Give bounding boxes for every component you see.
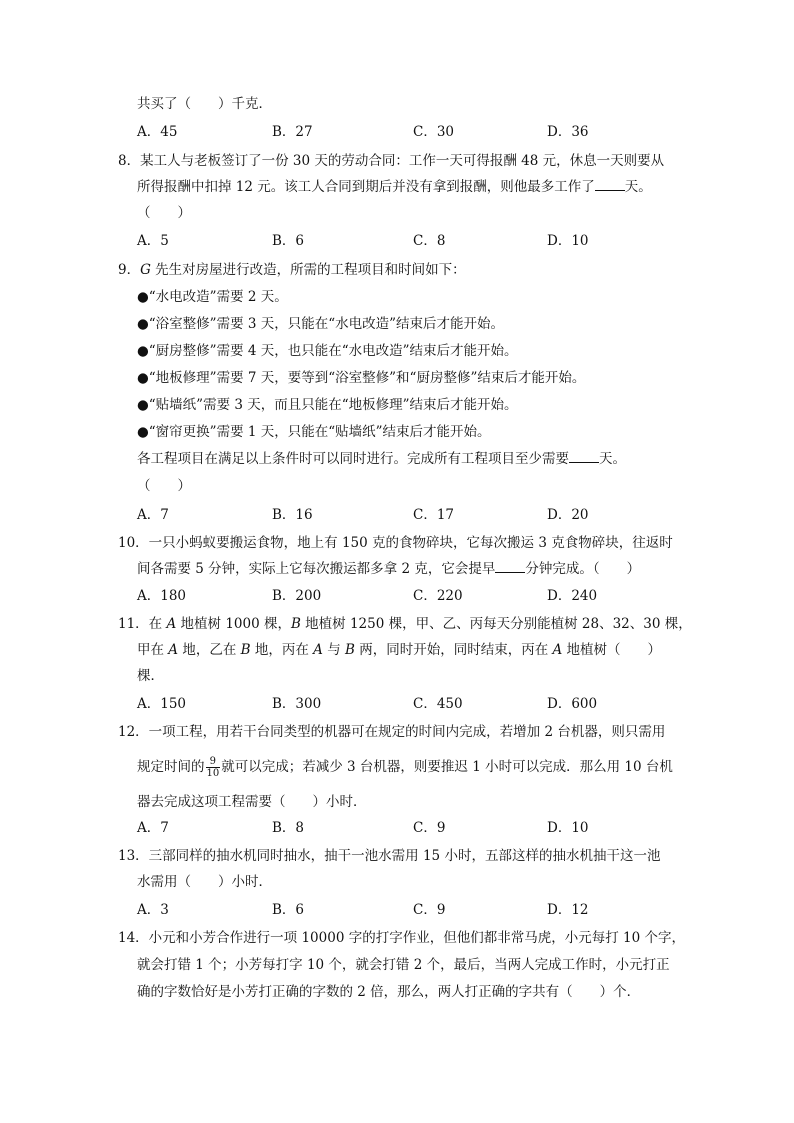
q11-option-c[interactable]: C．450 <box>413 696 463 712</box>
q9-bullet-6: ●“窗帘更换”需要 1 天，只能在“贴墙纸”结束后才能开始。 <box>137 424 491 440</box>
q11-text-c: 地植树 1250 棵，甲、乙、丙每天分别能植树 28、32、30 棵， <box>300 616 692 632</box>
q11-option-a[interactable]: A．150 <box>137 696 187 712</box>
q13-option-d[interactable]: D．12 <box>547 902 589 918</box>
q14-line-1: 14．小元和小芳合作进行一项 10000 字的打字作业，但他们都非常马虎，小元每打 10 个字， <box>118 930 685 946</box>
q12-option-c[interactable]: C．9 <box>413 820 446 836</box>
q13-option-a[interactable]: A．3 <box>137 902 169 918</box>
q7-continuation: 共买了（ ）千克． <box>137 96 272 112</box>
q8-line-2 <box>137 177 652 197</box>
q9-option-a[interactable]: A．7 <box>137 507 169 523</box>
q9-answer-parens: （ ） <box>137 478 191 494</box>
q12-option-a[interactable]: A．7 <box>137 820 169 836</box>
q9-tail-end: 天。 <box>599 451 626 467</box>
q9-line-1 <box>118 260 466 280</box>
q11-l2-var-b: B <box>240 642 251 658</box>
q8-line-2-tail: 天。 <box>624 179 652 195</box>
q12-option-d[interactable]: D．10 <box>547 820 589 836</box>
q11-l2-text-e: 两，同时开始，同时结束，丙在 <box>354 642 553 658</box>
q9-variable-g: G <box>140 262 151 278</box>
q9-bullet-2: ●“浴室整修”需要 3 天，只能在“水电改造”结束后才能开始。 <box>137 316 505 332</box>
q8-answer-blank <box>595 178 625 191</box>
q10-answer-blank <box>495 560 525 573</box>
q14-line-2: 就会打错 1 个；小芳每打字 10 个，就会打错 2 个，最后，当两人完成工作时，小元打正 <box>137 957 670 973</box>
q11-text-b: 地植树 1000 棵， <box>176 616 291 632</box>
q12-line-3: 器去完成这项工程需要（ ）小时． <box>137 794 367 810</box>
q11-l2-var-d: B <box>345 642 355 658</box>
q10-line-2-tail: 分钟完成。（ ） <box>525 561 641 577</box>
q13-option-c[interactable]: C．9 <box>413 902 446 918</box>
q9-bullet-1: ●“水电改造”需要 2 天。 <box>137 289 288 305</box>
q11-l2-var-e: A <box>552 642 563 658</box>
q8-answer-parens: （ ） <box>137 205 191 221</box>
q11-var-b: B <box>290 616 301 632</box>
q10-option-b[interactable]: B．200 <box>272 588 322 604</box>
q11-l2-text-d: 与 <box>322 642 345 658</box>
q11-option-b[interactable]: B．300 <box>272 696 322 712</box>
q9-option-c[interactable]: C．17 <box>413 507 455 523</box>
q9-line-1-text: 先生对房屋进行改造，所需的工程项目和时间如下： <box>150 262 466 278</box>
q9-answer-blank <box>569 450 599 463</box>
q12-line-2 <box>137 756 673 779</box>
q10-option-a[interactable]: A．180 <box>137 588 187 604</box>
q11-l2-var-c: A <box>313 642 323 658</box>
q11-l2-text-b: 地，乙在 <box>178 642 241 658</box>
q9-tail-line <box>137 449 626 469</box>
q12-option-b[interactable]: B．8 <box>272 820 305 836</box>
q7-option-c[interactable]: C．30 <box>413 124 455 140</box>
q12-line-1: 12．一项工程，用若干台同类型的机器可在规定的时间内完成，若增加 2 台机器，则只需用 <box>118 724 666 740</box>
q11-text-a: 11．在 <box>118 616 167 632</box>
q13-line-1: 13．三部同样的抽水机同时抽水，抽干一池水需用 15 小时，五部这样的抽水机抽干这一池 <box>118 848 661 864</box>
q12-line-2-tail: 就可以完成；若减少 3 台机器，则要推迟 1 小时可以完成．那么用 10 台机 <box>221 759 673 775</box>
q9-option-b[interactable]: B．16 <box>272 507 313 523</box>
q10-line-2-text: 间各需要 5 分钟，实际上它每次搬运都多拿 2 克，它会提早 <box>137 561 496 577</box>
q8-option-b[interactable]: B．6 <box>272 233 305 249</box>
q8-option-d[interactable]: D．10 <box>547 233 589 249</box>
q10-line-1: 10．一只小蚂蚁要搬运食物，地上有 150 克的食物碎块，它每次搬运 3 克食物碎块，往返时 <box>118 535 673 551</box>
q11-var-a: A <box>166 616 177 632</box>
q9-bullet-4: ●“地板修理”需要 7 天，要等到“浴室整修”和“厨房整修”结束后才能开始。 <box>137 370 586 386</box>
q11-option-d[interactable]: D．600 <box>547 696 598 712</box>
q9-bullet-5: ●“贴墙纸”需要 3 天，而且只能在“地板修理”结束后才能开始。 <box>137 397 518 413</box>
q14-line-3: 确的字数恰好是小芳打正确的字数的 2 倍，那么，两人打正确的字共有（ ）个． <box>137 984 641 1000</box>
q7-option-b[interactable]: B．27 <box>272 124 313 140</box>
q8-line-2-text: 所得报酬中扣掉 12 元。该工人合同到期后并没有拿到报酬，则他最多工作了 <box>137 179 595 195</box>
q9-tail-text: 各工程项目在满足以上条件时可以同时进行。完成所有工程项目至少需要 <box>137 451 569 467</box>
q11-line-2 <box>137 640 661 660</box>
q11-line-1 <box>118 614 692 634</box>
q12-fraction-denominator: 10 <box>206 768 220 779</box>
q12-fraction <box>206 756 221 779</box>
q11-l2-text-f: 地植树（ ） <box>562 642 662 658</box>
q13-option-b[interactable]: B．6 <box>272 902 305 918</box>
q9-bullet-3: ●“厨房整修”需要 4 天，也只能在“水电改造”结束后才能开始。 <box>137 343 518 359</box>
q10-line-2 <box>137 559 640 579</box>
q8-line-1: 8．某工人与老板签订了一份 30 天的劳动合同：工作一天可得报酬 48 元，休息一天则要从 <box>118 153 665 169</box>
q8-option-c[interactable]: C．8 <box>413 233 446 249</box>
q12-line-2-text: 规定时间的 <box>137 759 205 775</box>
q11-line-3: 棵． <box>137 668 164 684</box>
q11-l2-text-c: 地，丙在 <box>250 642 314 658</box>
q9-number: 9． <box>118 262 141 278</box>
q10-option-c[interactable]: C．220 <box>413 588 463 604</box>
q9-option-d[interactable]: D．20 <box>547 507 589 523</box>
q10-option-d[interactable]: D．240 <box>547 588 598 604</box>
q13-line-2: 水需用（ ）小时． <box>137 874 272 890</box>
q12-fraction-numerator: 9 <box>206 756 221 768</box>
q11-l2-text-a: 甲在 <box>137 642 169 658</box>
q8-option-a[interactable]: A．5 <box>137 233 169 249</box>
q11-l2-var-a: A <box>168 642 179 658</box>
q7-option-d[interactable]: D．36 <box>547 124 589 140</box>
q7-option-a[interactable]: A．45 <box>137 124 178 140</box>
